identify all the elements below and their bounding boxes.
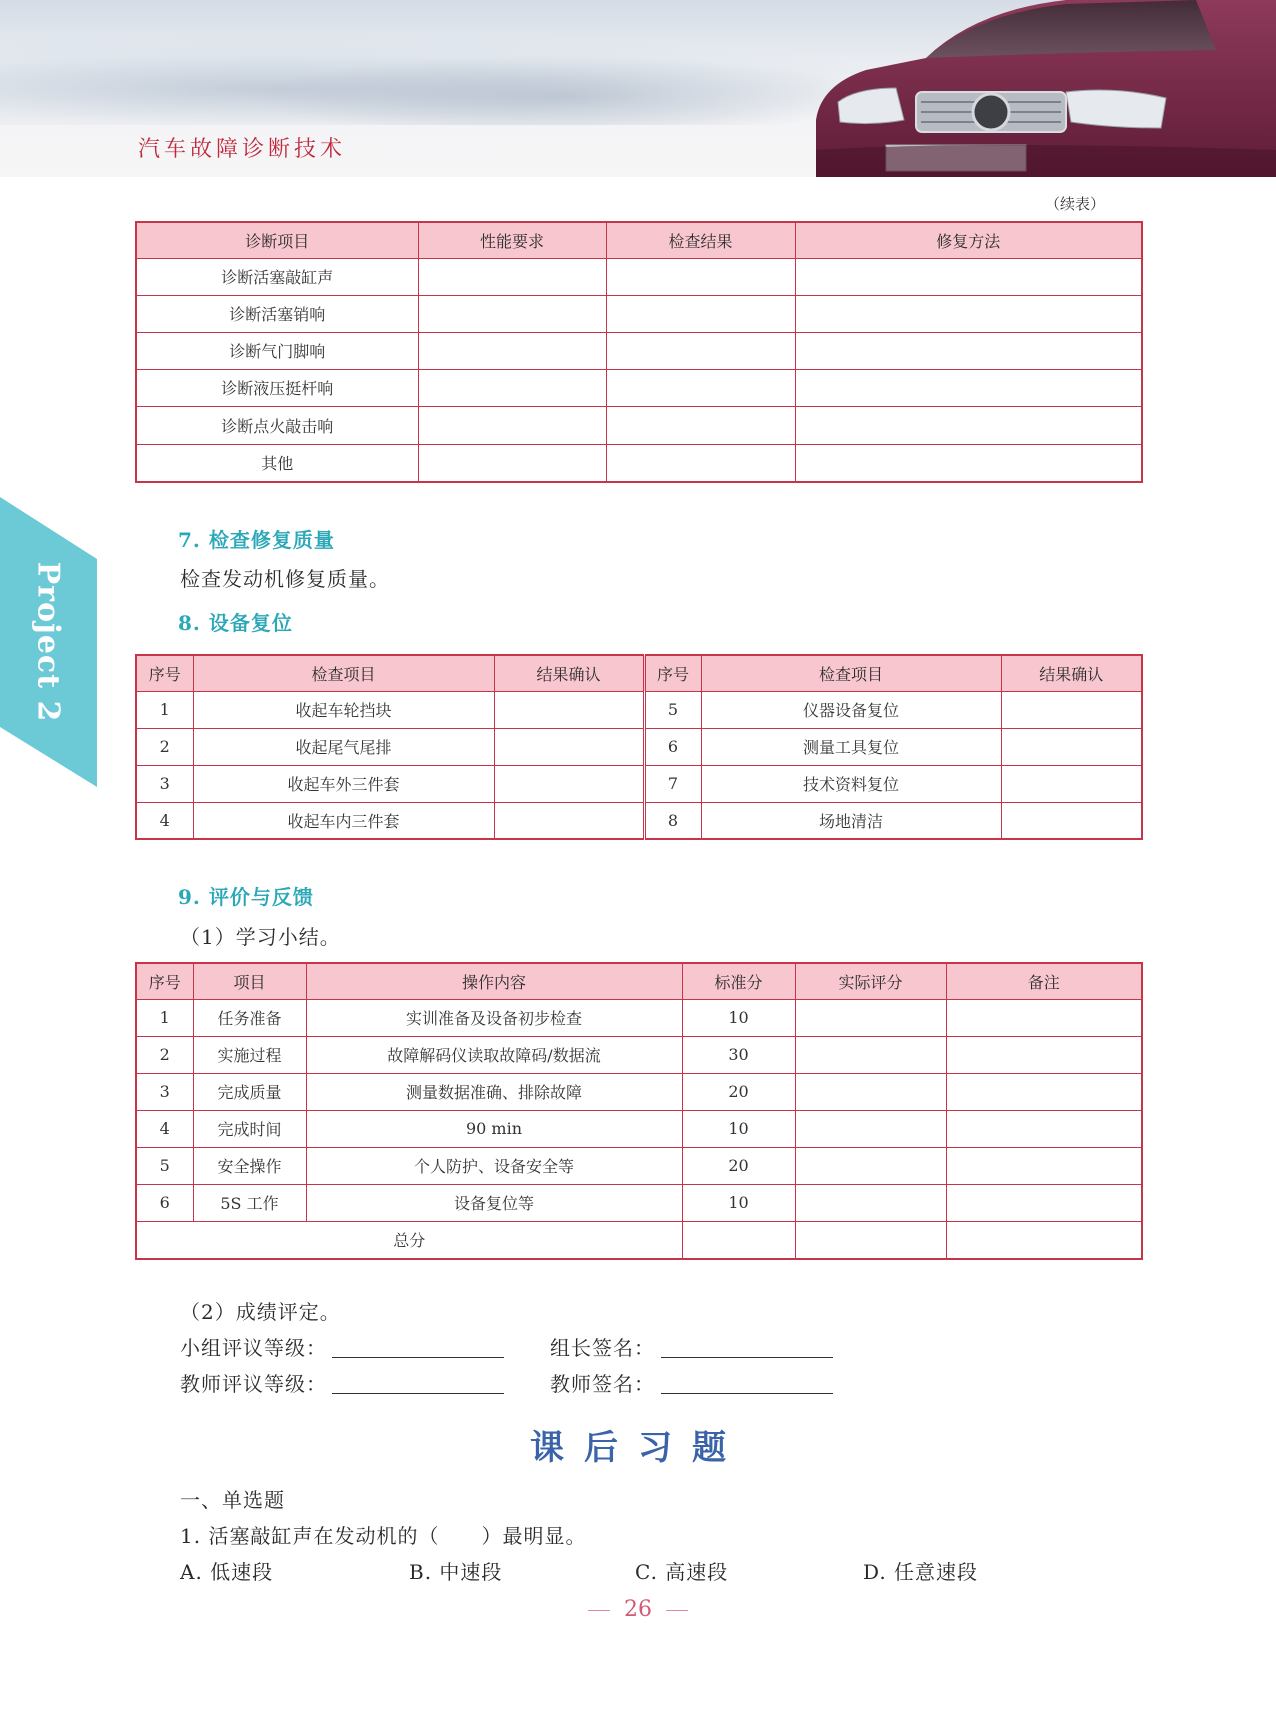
remark-cell[interactable]: [946, 999, 1142, 1036]
blank-cell[interactable]: [418, 369, 606, 406]
check-item: 仪器设备复位: [701, 691, 1001, 728]
column-header: 标准分: [682, 963, 795, 999]
eval-item: 安全操作: [193, 1147, 306, 1184]
option-a[interactable]: A. 低速段: [180, 1560, 274, 1584]
column-header: 序号: [644, 655, 701, 691]
column-header: 检查项目: [701, 655, 1001, 691]
table-row: [136, 691, 1142, 728]
eval-item: 5S 工作: [193, 1184, 306, 1221]
blank-cell[interactable]: [606, 406, 795, 444]
blank-cell[interactable]: [418, 295, 606, 332]
standard-score: 20: [682, 1073, 795, 1110]
row-number: 3: [136, 765, 193, 802]
remark-cell[interactable]: [946, 1036, 1142, 1073]
row-number: 8: [644, 802, 701, 839]
row-number: 4: [136, 802, 193, 839]
eval-content: 测量数据准确、排除故障: [306, 1073, 682, 1110]
blank-cell[interactable]: [418, 258, 606, 295]
blank-cell[interactable]: [606, 332, 795, 369]
row-number: 6: [136, 1184, 193, 1221]
section-heading-9: 9. 评价与反馈: [178, 885, 314, 909]
column-header: 备注: [946, 963, 1142, 999]
actual-score-cell[interactable]: [795, 1036, 946, 1073]
result-cell[interactable]: [1001, 728, 1142, 765]
eval-content: 故障解码仪读取故障码/数据流: [306, 1036, 682, 1073]
row-number: 2: [136, 728, 193, 765]
row-number: 1: [136, 691, 193, 728]
blank-cell[interactable]: [606, 369, 795, 406]
diag-item: 诊断点火敲击响: [136, 406, 418, 444]
page-number: [0, 1597, 1276, 1622]
blank-cell[interactable]: [795, 406, 1142, 444]
section-heading-7: 7. 检查修复质量: [178, 528, 335, 552]
column-header: 实际评分: [795, 963, 946, 999]
column-header: 修复方法: [795, 222, 1142, 258]
equipment-reset-table: [135, 654, 1143, 840]
check-item: 场地清洁: [701, 802, 1001, 839]
blank-cell[interactable]: [606, 444, 795, 482]
column-header: 操作内容: [306, 963, 682, 999]
table-row: [136, 765, 1142, 802]
table-row: [136, 728, 1142, 765]
group-level-label: 小组评议等级：: [180, 1336, 327, 1360]
table-row: [136, 999, 1142, 1036]
table-row: [136, 332, 1142, 369]
standard-score: 20: [682, 1147, 795, 1184]
eval-item: 完成时间: [193, 1110, 306, 1147]
row-number: 6: [644, 728, 701, 765]
diagnosis-table: [135, 221, 1143, 483]
diag-item: 诊断液压挺杆响: [136, 369, 418, 406]
side-tab-label: Project 2: [30, 561, 66, 723]
blank-cell[interactable]: [606, 295, 795, 332]
blank-cell[interactable]: [606, 258, 795, 295]
diag-item: 诊断活塞销响: [136, 295, 418, 332]
standard-score: 10: [682, 999, 795, 1036]
column-header: 项目: [193, 963, 306, 999]
section-heading-8: 8. 设备复位: [178, 611, 293, 635]
teacher-level-field[interactable]: [332, 1393, 504, 1394]
table-row: [136, 1110, 1142, 1147]
learning-summary-label: （1）学习小结。: [180, 925, 341, 949]
leader-sign-label: 组长签名：: [550, 1336, 655, 1360]
row-number: 5: [644, 691, 701, 728]
table-row: [136, 1147, 1142, 1184]
option-d[interactable]: D. 任意速段: [863, 1560, 979, 1584]
blank-cell[interactable]: [795, 369, 1142, 406]
blank-cell[interactable]: [795, 258, 1142, 295]
column-header: 性能要求: [418, 222, 606, 258]
table-row: [136, 369, 1142, 406]
row-number: 7: [644, 765, 701, 802]
total-label: 总分: [136, 1221, 682, 1259]
column-header: 结果确认: [1001, 655, 1142, 691]
remark-cell[interactable]: [946, 1110, 1142, 1147]
row-number: 5: [136, 1147, 193, 1184]
eval-content: 90 min: [306, 1110, 682, 1147]
continued-note: （续表）: [1045, 195, 1106, 213]
total-remark-cell[interactable]: [946, 1221, 1142, 1259]
page-dash: [588, 1610, 610, 1611]
diag-item: 其他: [136, 444, 418, 482]
total-actual-cell[interactable]: [795, 1221, 946, 1259]
actual-score-cell[interactable]: [795, 1147, 946, 1184]
result-cell[interactable]: [1001, 765, 1142, 802]
table-row: [136, 1073, 1142, 1110]
header-title: 汽车故障诊断技术: [138, 137, 347, 162]
result-cell[interactable]: [494, 691, 644, 728]
remark-cell[interactable]: [946, 1147, 1142, 1184]
eval-content: 个人防护、设备安全等: [306, 1147, 682, 1184]
table-row: [136, 1036, 1142, 1073]
blank-cell[interactable]: [418, 406, 606, 444]
table-row: [136, 1184, 1142, 1221]
header-banner: [0, 0, 1276, 177]
page-dash: [666, 1610, 688, 1611]
standard-score: 10: [682, 1110, 795, 1147]
exercises-title: 课后习题: [530, 1428, 746, 1468]
teacher-sign-label: 教师签名：: [550, 1372, 655, 1396]
option-b[interactable]: B. 中速段: [409, 1560, 503, 1584]
exercise-section: 一、单选题: [180, 1488, 285, 1512]
check-item: 收起车外三件套: [193, 765, 494, 802]
blank-cell[interactable]: [418, 332, 606, 369]
column-header: 检查项目: [193, 655, 494, 691]
eval-content: 实训准备及设备初步检查: [306, 999, 682, 1036]
eval-item: 任务准备: [193, 999, 306, 1036]
blank-cell[interactable]: [795, 444, 1142, 482]
actual-score-cell[interactable]: [795, 999, 946, 1036]
table-row: [136, 802, 1142, 839]
grading-label: （2）成绩评定。: [180, 1300, 341, 1324]
actual-score-cell[interactable]: [795, 1184, 946, 1221]
blank-cell[interactable]: [795, 332, 1142, 369]
standard-score: 30: [682, 1036, 795, 1073]
evaluation-table: [135, 962, 1143, 1260]
table-row: [136, 444, 1142, 482]
standard-score: 10: [682, 1184, 795, 1221]
eval-content: 设备复位等: [306, 1184, 682, 1221]
blank-cell[interactable]: [795, 295, 1142, 332]
teacher-level-label: 教师评议等级：: [180, 1372, 327, 1396]
check-item: 收起车轮挡块: [193, 691, 494, 728]
column-header: 诊断项目: [136, 222, 418, 258]
table-row: [136, 295, 1142, 332]
car-illustration-icon: [776, 0, 1276, 177]
result-cell[interactable]: [1001, 802, 1142, 839]
section-7-text: 检查发动机修复质量。: [180, 567, 390, 591]
result-cell[interactable]: [494, 728, 644, 765]
row-number: 1: [136, 999, 193, 1036]
result-cell[interactable]: [494, 765, 644, 802]
total-row: [136, 1221, 1142, 1259]
actual-score-cell[interactable]: [795, 1073, 946, 1110]
leader-sign-field[interactable]: [661, 1357, 833, 1358]
eval-item: 实施过程: [193, 1036, 306, 1073]
result-cell[interactable]: [1001, 691, 1142, 728]
row-number: 2: [136, 1036, 193, 1073]
eval-item: 完成质量: [193, 1073, 306, 1110]
check-item: 收起车内三件套: [193, 802, 494, 839]
check-item: 测量工具复位: [701, 728, 1001, 765]
blank-cell[interactable]: [418, 444, 606, 482]
table-row: [136, 258, 1142, 295]
column-header: 结果确认: [494, 655, 644, 691]
table-row: [136, 406, 1142, 444]
remark-cell[interactable]: [946, 1073, 1142, 1110]
page-number-value: 26: [624, 1597, 652, 1622]
result-cell[interactable]: [494, 802, 644, 839]
diag-item: 诊断气门脚响: [136, 332, 418, 369]
actual-score-cell[interactable]: [795, 1110, 946, 1147]
group-level-field[interactable]: [332, 1357, 504, 1358]
teacher-sign-field[interactable]: [661, 1393, 833, 1394]
check-item: 收起尾气尾排: [193, 728, 494, 765]
remark-cell[interactable]: [946, 1184, 1142, 1221]
column-header: 序号: [136, 655, 193, 691]
total-standard-cell[interactable]: [682, 1221, 795, 1259]
row-number: 4: [136, 1110, 193, 1147]
row-number: 3: [136, 1073, 193, 1110]
diag-item: 诊断活塞敲缸声: [136, 258, 418, 295]
check-item: 技术资料复位: [701, 765, 1001, 802]
column-header: 检查结果: [606, 222, 795, 258]
column-header: 序号: [136, 963, 193, 999]
question-1: 1. 活塞敲缸声在发动机的（ ）最明显。: [180, 1524, 587, 1548]
option-c[interactable]: C. 高速段: [635, 1560, 729, 1584]
